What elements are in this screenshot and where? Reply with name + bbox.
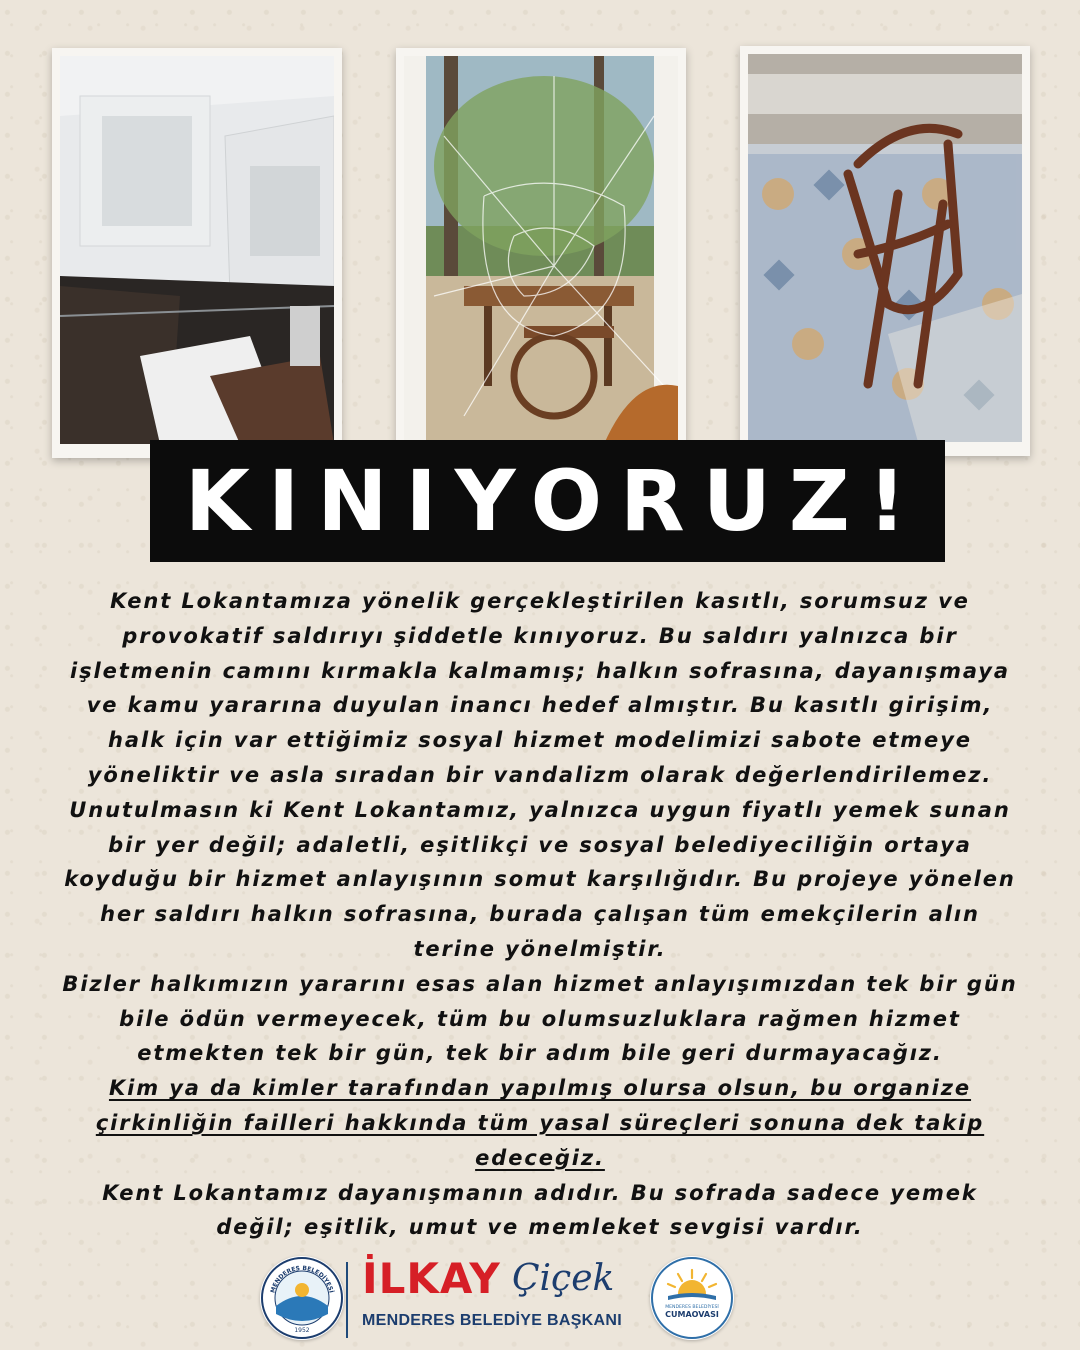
statement-line: halk için var ettiğimiz sosyal hizmet modelimizi sabote etmeye <box>108 728 972 753</box>
headline-text: KINIYORUZ! <box>184 452 925 550</box>
footer-divider <box>346 1262 348 1338</box>
left-seal-year: 1952 <box>294 1327 310 1334</box>
underlined-statement-line <box>10 1106 1070 1141</box>
broken-glass-image <box>404 56 678 444</box>
footer-logos <box>0 1252 1080 1342</box>
statement-line: koyduğu bir hizmet anlayışının somut karşılığıdır. Bu projeye yönelen <box>64 867 1016 892</box>
sun-logo-icon <box>650 1256 734 1340</box>
overturned-chair-photo <box>740 46 1030 456</box>
statement-line: Kent Lokantamıza yönelik gerçekleştirilen kasıtlı, sorumsuz ve <box>110 589 970 613</box>
statement-line: etmekten tek bir gün, tek bir adım bile geri durmayacağız. <box>137 1041 943 1066</box>
underlined-statement-line <box>10 1141 1070 1176</box>
mayor-title: MENDERES BELEDİYE BAŞKANI <box>362 1312 622 1329</box>
statement-line: işletmenin camını kırmakla kalmamış; halkın sofrasına, dayanışmaya <box>70 658 1010 683</box>
underlined-text: Kim ya da kimler tarafından yapılmış olursa olsun, bu organize <box>108 1076 972 1101</box>
right-seal-main-text: CUMAOVASI <box>665 1310 719 1319</box>
statement-line: her saldırı halkın sofrasına, burada çalışan tüm emekçilerin alın <box>100 902 980 927</box>
statement-text <box>10 584 1070 1245</box>
mayor-last-name: Çiçek <box>512 1258 615 1299</box>
closing-line: Kent Lokantamız dayanışmanın adıdır. Bu sofrada sadece yemek <box>102 1180 978 1205</box>
mayor-first-name: İLKAY <box>362 1254 501 1303</box>
damaged-ceiling-photo <box>52 48 342 458</box>
headline-banner <box>150 440 945 562</box>
statement-line: provokatif saldırıyı şiddetle kınıyoruz. Bu saldırı yalnızca bir <box>122 623 958 648</box>
left-seal-text: MENDERES BELEDİYESİ <box>269 1264 335 1294</box>
broken-glass-photo <box>396 48 686 458</box>
statement-line: bir yer değil; adaletli, eşitlikçi ve sosyal belediyeciliğin ortaya <box>108 832 972 857</box>
underlined-text: edeceğiz. <box>475 1145 605 1170</box>
statement-line: Bizler halkımızın yararını esas alan hizmet anlayışımızdan tek bir gün <box>62 971 1018 996</box>
underlined-statement-line <box>10 1071 1070 1106</box>
statement-line: terine yönelmiştir. <box>413 936 667 961</box>
damaged-ceiling-image <box>60 56 334 444</box>
underlined-text: çirkinliğin failleri hakkında tüm yasal süreçleri sonuna dek takip <box>95 1110 985 1135</box>
statement-line: Unutulmasın ki Kent Lokantamız, yalnızca uygun fiyatlı yemek sunan <box>69 797 1011 822</box>
municipality-seal-icon <box>260 1256 344 1340</box>
right-seal-top-text: MENDERES BELEDİYESİ <box>665 1305 719 1310</box>
closing-line: değil; eşitlik, umut ve memleket sevgisi vardır. <box>216 1215 864 1240</box>
overturned-chair-image <box>748 54 1022 442</box>
statement-line: ve kamu yararına duyulan inancı hedef almıştır. Bu kasıtlı girişim, <box>86 693 994 718</box>
statement-line: yöneliktir ve asla sıradan bir vandalizm olarak değerlendirilemez. <box>87 762 993 787</box>
statement-line: bile ödün vermeyecek, tüm bu olumsuzluklara rağmen hizmet <box>119 1006 961 1031</box>
